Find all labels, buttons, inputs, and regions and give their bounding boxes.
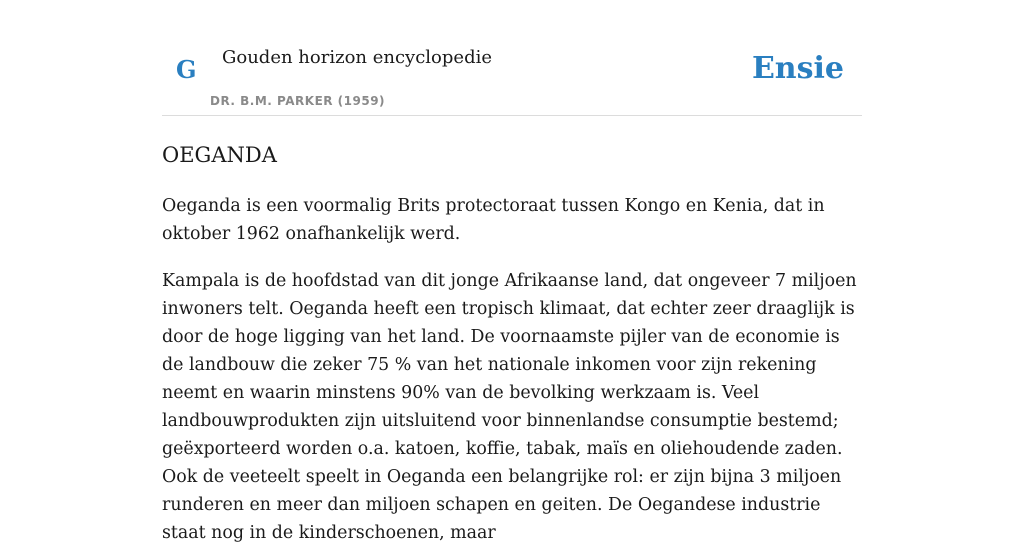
article-paragraph: Kampala is de hoofdstad van dit jonge Afrikaanse land, dat ongeveer 7 miljoen inwoners telt. Oeganda heeft een tropisch klimaat, dat echter zeer draaglijk is door de hoge ligging van het land. De voornaamste pijler van de economie is de landbouw die zeker 75 % van het nationale inkomen voor zijn rekening neemt en waarin minstens 90% van de bevolking werkzaam is. Veel landbouwprodukten zijn uitsluitend voor binnenlandse consumptie bestemd; geëxporteerd worden o.a. katoen, koffie, tabak, maïs en oliehoudende zaden. Ook de veeteelt speelt in Oeganda een belangrijke rol: er zijn bijna 3 miljoen runderen en meer dan miljoen schapen en geiten. De Oegandese industrie staat nog in de kinderschoenen, maar xyxy=(162,271,857,543)
book-header xyxy=(162,0,862,116)
article-body xyxy=(162,192,862,547)
article-paragraph: Oeganda is een voormalig Brits protectoraat tussen Kongo en Kenia, dat in oktober 1962 onafhankelijk werd. xyxy=(162,196,825,244)
article xyxy=(162,140,862,547)
book-logo[interactable]: G xyxy=(176,55,197,84)
article-title: OEGANDA xyxy=(162,143,277,167)
book-title-link[interactable]: Gouden horizon encyclopedie xyxy=(222,47,492,68)
book-author: DR. B.M. PARKER (1959) xyxy=(210,94,386,108)
ensie-logo-link[interactable]: Ensie xyxy=(751,51,844,86)
